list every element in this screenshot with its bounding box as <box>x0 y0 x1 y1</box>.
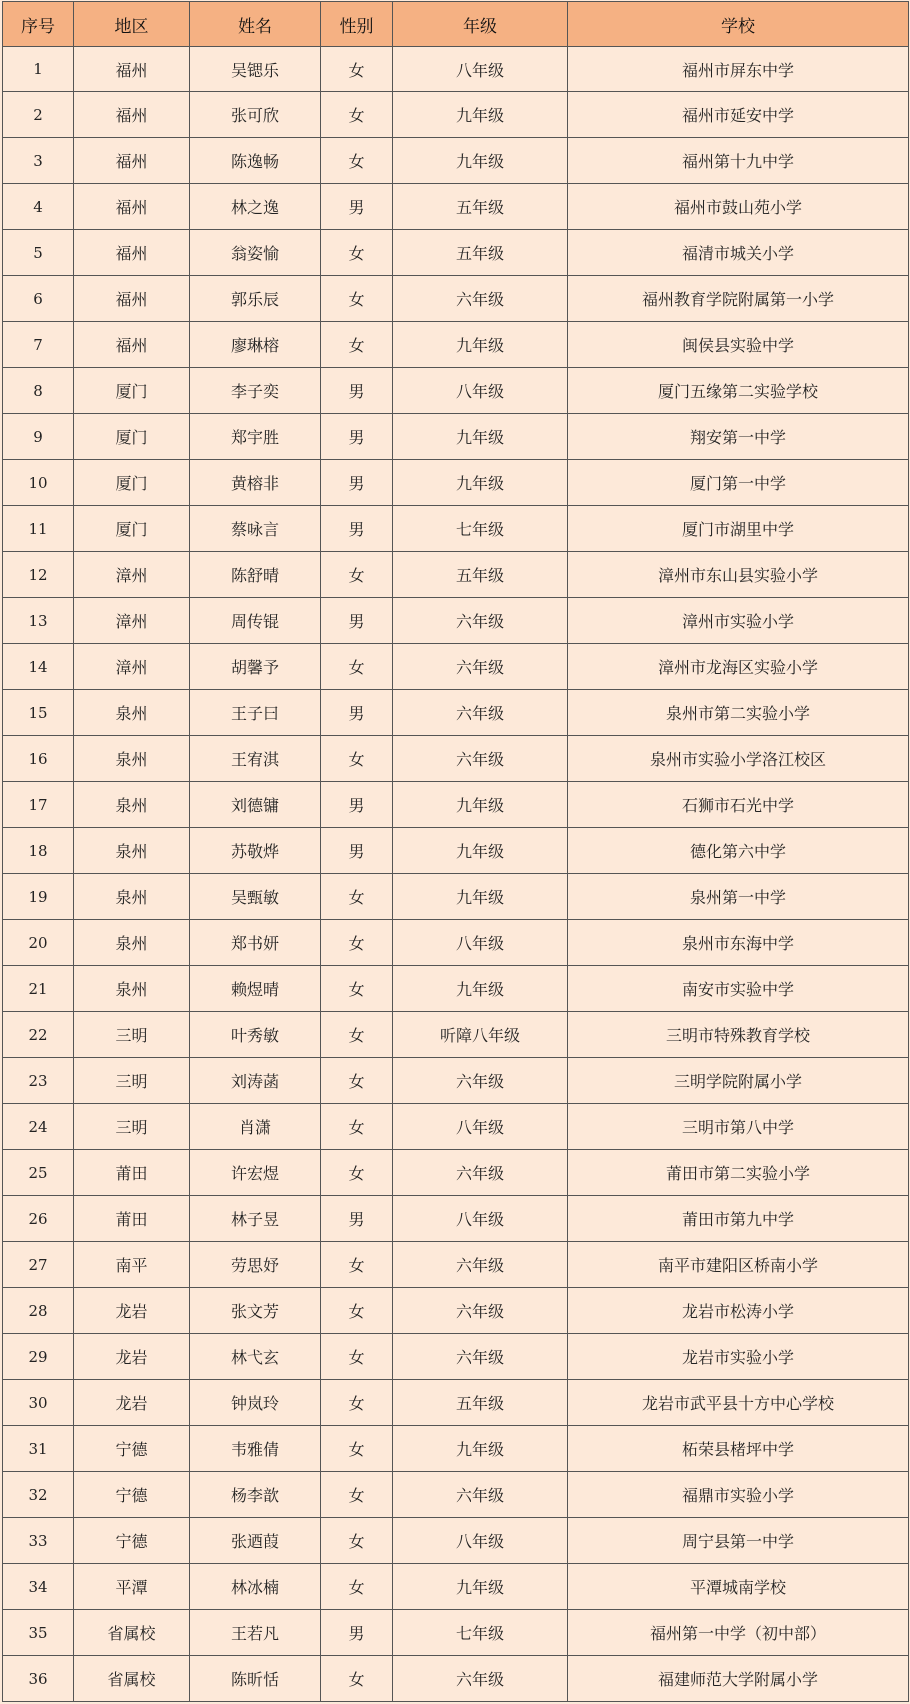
cell-index: 15 <box>3 690 74 736</box>
cell-region: 泉州 <box>74 828 190 874</box>
cell-school: 泉州市实验小学洛江校区 <box>568 736 909 782</box>
table-row <box>3 138 909 184</box>
table-row <box>3 1426 909 1472</box>
cell-index: 16 <box>3 736 74 782</box>
cell-gender: 男 <box>321 598 393 644</box>
cell-gender: 女 <box>321 1472 393 1518</box>
cell-gender: 女 <box>321 1518 393 1564</box>
cell-grade: 九年级 <box>393 414 568 460</box>
cell-gender: 女 <box>321 1380 393 1426</box>
table-row <box>3 1380 909 1426</box>
cell-grade: 五年级 <box>393 552 568 598</box>
table-row <box>3 322 909 368</box>
cell-gender: 男 <box>321 414 393 460</box>
cell-grade: 六年级 <box>393 276 568 322</box>
table-row <box>3 1012 909 1058</box>
table-row <box>3 782 909 828</box>
cell-index: 6 <box>3 276 74 322</box>
table-row <box>3 1150 909 1196</box>
table-row <box>3 1242 909 1288</box>
cell-gender: 女 <box>321 644 393 690</box>
cell-grade: 六年级 <box>393 1334 568 1380</box>
cell-region: 漳州 <box>74 598 190 644</box>
cell-name: 陈舒晴 <box>190 552 321 598</box>
cell-index: 20 <box>3 920 74 966</box>
cell-grade: 六年级 <box>393 736 568 782</box>
table-row <box>3 1104 909 1150</box>
cell-name: 张迺葭 <box>190 1518 321 1564</box>
cell-name: 林冰楠 <box>190 1564 321 1610</box>
cell-grade: 五年级 <box>393 230 568 276</box>
cell-school: 福州市鼓山苑小学 <box>568 184 909 230</box>
cell-name: 肖潇 <box>190 1104 321 1150</box>
cell-region: 福州 <box>74 230 190 276</box>
cell-school: 厦门五缘第二实验学校 <box>568 368 909 414</box>
cell-gender: 女 <box>321 874 393 920</box>
cell-name: 林子昱 <box>190 1196 321 1242</box>
cell-name: 翁姿愉 <box>190 230 321 276</box>
cell-region: 莆田 <box>74 1196 190 1242</box>
cell-index: 2 <box>3 92 74 138</box>
table-row <box>3 276 909 322</box>
cell-school: 莆田市第九中学 <box>568 1196 909 1242</box>
cell-name: 苏敬烨 <box>190 828 321 874</box>
table-row <box>3 1564 909 1610</box>
cell-school: 南平市建阳区桥南小学 <box>568 1242 909 1288</box>
cell-school: 翔安第一中学 <box>568 414 909 460</box>
table-row <box>3 874 909 920</box>
cell-grade: 六年级 <box>393 1288 568 1334</box>
cell-region: 漳州 <box>74 552 190 598</box>
cell-index: 30 <box>3 1380 74 1426</box>
cell-region: 泉州 <box>74 736 190 782</box>
cell-index: 4 <box>3 184 74 230</box>
table-row <box>3 1610 909 1656</box>
cell-index: 22 <box>3 1012 74 1058</box>
cell-gender: 女 <box>321 1058 393 1104</box>
table-row <box>3 552 909 598</box>
cell-name: 林之逸 <box>190 184 321 230</box>
header-grade: 年级 <box>393 2 568 47</box>
cell-name: 吴甄敏 <box>190 874 321 920</box>
cell-region: 龙岩 <box>74 1334 190 1380</box>
table-row <box>3 1196 909 1242</box>
cell-gender: 女 <box>321 1150 393 1196</box>
cell-grade: 九年级 <box>393 874 568 920</box>
cell-region: 三明 <box>74 1058 190 1104</box>
cell-index: 28 <box>3 1288 74 1334</box>
cell-grade: 七年级 <box>393 1610 568 1656</box>
table-row <box>3 1288 909 1334</box>
students-table <box>2 1 909 1702</box>
cell-grade: 七年级 <box>393 506 568 552</box>
table-row <box>3 92 909 138</box>
cell-index: 19 <box>3 874 74 920</box>
cell-gender: 女 <box>321 1564 393 1610</box>
cell-school: 三明市特殊教育学校 <box>568 1012 909 1058</box>
table-row <box>3 920 909 966</box>
cell-school: 平潭城南学校 <box>568 1564 909 1610</box>
cell-gender: 男 <box>321 368 393 414</box>
cell-name: 李子奕 <box>190 368 321 414</box>
cell-gender: 女 <box>321 1104 393 1150</box>
cell-name: 王若凡 <box>190 1610 321 1656</box>
cell-school: 南安市实验中学 <box>568 966 909 1012</box>
cell-school: 福清市城关小学 <box>568 230 909 276</box>
cell-index: 24 <box>3 1104 74 1150</box>
cell-gender: 男 <box>321 690 393 736</box>
cell-region: 泉州 <box>74 874 190 920</box>
table-row <box>3 828 909 874</box>
cell-name: 王子曰 <box>190 690 321 736</box>
cell-grade: 九年级 <box>393 966 568 1012</box>
cell-gender: 女 <box>321 322 393 368</box>
cell-region: 泉州 <box>74 920 190 966</box>
cell-name: 吴锶乐 <box>190 47 321 92</box>
cell-grade: 六年级 <box>393 1058 568 1104</box>
cell-grade: 九年级 <box>393 1426 568 1472</box>
table-row <box>3 1334 909 1380</box>
table-row <box>3 460 909 506</box>
cell-gender: 女 <box>321 138 393 184</box>
cell-school: 德化第六中学 <box>568 828 909 874</box>
cell-gender: 女 <box>321 1656 393 1702</box>
cell-region: 泉州 <box>74 690 190 736</box>
table-row <box>3 414 909 460</box>
cell-region: 三明 <box>74 1104 190 1150</box>
cell-index: 1 <box>3 47 74 92</box>
cell-gender: 女 <box>321 92 393 138</box>
cell-name: 郑宇胜 <box>190 414 321 460</box>
cell-region: 福州 <box>74 92 190 138</box>
cell-grade: 九年级 <box>393 138 568 184</box>
table-row <box>3 1058 909 1104</box>
cell-school: 石狮市石光中学 <box>568 782 909 828</box>
cell-gender: 女 <box>321 552 393 598</box>
cell-region: 厦门 <box>74 460 190 506</box>
table-row <box>3 598 909 644</box>
cell-grade: 九年级 <box>393 322 568 368</box>
cell-region: 厦门 <box>74 368 190 414</box>
cell-region: 南平 <box>74 1242 190 1288</box>
cell-grade: 八年级 <box>393 1196 568 1242</box>
cell-name: 王宥淇 <box>190 736 321 782</box>
cell-grade: 九年级 <box>393 460 568 506</box>
cell-school: 厦门市湖里中学 <box>568 506 909 552</box>
cell-grade: 八年级 <box>393 1518 568 1564</box>
cell-grade: 六年级 <box>393 690 568 736</box>
cell-index: 10 <box>3 460 74 506</box>
table-header <box>3 2 909 47</box>
cell-school: 福州市屏东中学 <box>568 47 909 92</box>
header-row <box>3 2 909 47</box>
cell-school: 福州第十九中学 <box>568 138 909 184</box>
cell-region: 福州 <box>74 276 190 322</box>
cell-region: 泉州 <box>74 782 190 828</box>
table-row <box>3 47 909 92</box>
cell-gender: 男 <box>321 828 393 874</box>
cell-index: 12 <box>3 552 74 598</box>
cell-school: 三明市第八中学 <box>568 1104 909 1150</box>
cell-school: 泉州市第二实验小学 <box>568 690 909 736</box>
cell-name: 许宏煜 <box>190 1150 321 1196</box>
cell-school: 福州教育学院附属第一小学 <box>568 276 909 322</box>
cell-region: 龙岩 <box>74 1380 190 1426</box>
cell-grade: 六年级 <box>393 1150 568 1196</box>
cell-grade: 六年级 <box>393 1656 568 1702</box>
cell-index: 23 <box>3 1058 74 1104</box>
table-row <box>3 690 909 736</box>
cell-grade: 九年级 <box>393 782 568 828</box>
cell-gender: 女 <box>321 920 393 966</box>
cell-index: 29 <box>3 1334 74 1380</box>
cell-region: 漳州 <box>74 644 190 690</box>
cell-name: 周传锟 <box>190 598 321 644</box>
header-name: 姓名 <box>190 2 321 47</box>
cell-name: 蔡咏言 <box>190 506 321 552</box>
cell-region: 三明 <box>74 1012 190 1058</box>
cell-name: 赖煜晴 <box>190 966 321 1012</box>
cell-index: 31 <box>3 1426 74 1472</box>
cell-gender: 男 <box>321 460 393 506</box>
cell-school: 闽侯县实验中学 <box>568 322 909 368</box>
cell-school: 福州第一中学（初中部） <box>568 1610 909 1656</box>
cell-index: 17 <box>3 782 74 828</box>
cell-school: 福鼎市实验小学 <box>568 1472 909 1518</box>
cell-school: 漳州市龙海区实验小学 <box>568 644 909 690</box>
table-body <box>3 47 909 1702</box>
header-index: 序号 <box>3 2 74 47</box>
cell-name: 刘德镛 <box>190 782 321 828</box>
cell-grade: 九年级 <box>393 1564 568 1610</box>
cell-region: 宁德 <box>74 1518 190 1564</box>
cell-school: 莆田市第二实验小学 <box>568 1150 909 1196</box>
cell-grade: 听障八年级 <box>393 1012 568 1058</box>
cell-name: 陈逸畅 <box>190 138 321 184</box>
cell-region: 厦门 <box>74 506 190 552</box>
cell-index: 11 <box>3 506 74 552</box>
cell-name: 胡馨予 <box>190 644 321 690</box>
cell-grade: 八年级 <box>393 47 568 92</box>
cell-name: 刘涛菡 <box>190 1058 321 1104</box>
table-row <box>3 1472 909 1518</box>
cell-gender: 女 <box>321 1012 393 1058</box>
table-row <box>3 644 909 690</box>
cell-region: 平潭 <box>74 1564 190 1610</box>
cell-grade: 八年级 <box>393 368 568 414</box>
cell-index: 27 <box>3 1242 74 1288</box>
cell-name: 叶秀敏 <box>190 1012 321 1058</box>
cell-index: 14 <box>3 644 74 690</box>
cell-index: 9 <box>3 414 74 460</box>
cell-school: 福州市延安中学 <box>568 92 909 138</box>
cell-grade: 八年级 <box>393 1104 568 1150</box>
cell-index: 32 <box>3 1472 74 1518</box>
cell-index: 3 <box>3 138 74 184</box>
cell-region: 省属校 <box>74 1610 190 1656</box>
cell-grade: 六年级 <box>393 598 568 644</box>
table-row <box>3 736 909 782</box>
cell-index: 8 <box>3 368 74 414</box>
cell-gender: 男 <box>321 1610 393 1656</box>
cell-school: 漳州市实验小学 <box>568 598 909 644</box>
cell-grade: 五年级 <box>393 184 568 230</box>
cell-school: 厦门第一中学 <box>568 460 909 506</box>
cell-index: 34 <box>3 1564 74 1610</box>
cell-gender: 女 <box>321 276 393 322</box>
cell-grade: 九年级 <box>393 92 568 138</box>
cell-index: 35 <box>3 1610 74 1656</box>
cell-grade: 六年级 <box>393 1472 568 1518</box>
cell-name: 郭乐辰 <box>190 276 321 322</box>
table-row <box>3 184 909 230</box>
cell-region: 省属校 <box>74 1656 190 1702</box>
cell-name: 张可欣 <box>190 92 321 138</box>
cell-index: 5 <box>3 230 74 276</box>
cell-school: 漳州市东山县实验小学 <box>568 552 909 598</box>
cell-gender: 女 <box>321 1426 393 1472</box>
cell-school: 福建师范大学附属小学 <box>568 1656 909 1702</box>
cell-index: 18 <box>3 828 74 874</box>
cell-name: 黄榕非 <box>190 460 321 506</box>
cell-region: 福州 <box>74 322 190 368</box>
cell-region: 厦门 <box>74 414 190 460</box>
cell-grade: 八年级 <box>393 920 568 966</box>
cell-gender: 女 <box>321 1334 393 1380</box>
cell-index: 25 <box>3 1150 74 1196</box>
table-row <box>3 368 909 414</box>
table-row <box>3 1518 909 1564</box>
cell-name: 劳思妤 <box>190 1242 321 1288</box>
cell-name: 钟岚玲 <box>190 1380 321 1426</box>
cell-gender: 女 <box>321 230 393 276</box>
cell-gender: 男 <box>321 184 393 230</box>
cell-gender: 女 <box>321 47 393 92</box>
cell-name: 林弋玄 <box>190 1334 321 1380</box>
cell-region: 福州 <box>74 47 190 92</box>
cell-school: 龙岩市实验小学 <box>568 1334 909 1380</box>
cell-gender: 女 <box>321 736 393 782</box>
cell-region: 龙岩 <box>74 1288 190 1334</box>
cell-index: 33 <box>3 1518 74 1564</box>
cell-gender: 男 <box>321 782 393 828</box>
header-gender: 性别 <box>321 2 393 47</box>
cell-school: 周宁县第一中学 <box>568 1518 909 1564</box>
cell-gender: 女 <box>321 1242 393 1288</box>
cell-grade: 六年级 <box>393 644 568 690</box>
cell-school: 柘荣县楮坪中学 <box>568 1426 909 1472</box>
cell-gender: 男 <box>321 1196 393 1242</box>
cell-grade: 五年级 <box>393 1380 568 1426</box>
cell-school: 三明学院附属小学 <box>568 1058 909 1104</box>
cell-index: 26 <box>3 1196 74 1242</box>
table-row <box>3 506 909 552</box>
cell-name: 张文芳 <box>190 1288 321 1334</box>
cell-index: 36 <box>3 1656 74 1702</box>
header-region: 地区 <box>74 2 190 47</box>
cell-gender: 女 <box>321 1288 393 1334</box>
table-row <box>3 230 909 276</box>
cell-region: 宁德 <box>74 1472 190 1518</box>
cell-region: 宁德 <box>74 1426 190 1472</box>
cell-name: 韦雅倩 <box>190 1426 321 1472</box>
cell-school: 龙岩市武平县十方中心学校 <box>568 1380 909 1426</box>
cell-name: 郑书妍 <box>190 920 321 966</box>
cell-grade: 九年级 <box>393 828 568 874</box>
cell-gender: 女 <box>321 966 393 1012</box>
cell-region: 泉州 <box>74 966 190 1012</box>
cell-region: 莆田 <box>74 1150 190 1196</box>
cell-school: 泉州第一中学 <box>568 874 909 920</box>
table-row <box>3 1656 909 1702</box>
cell-school: 龙岩市松涛小学 <box>568 1288 909 1334</box>
header-school: 学校 <box>568 2 909 47</box>
cell-index: 21 <box>3 966 74 1012</box>
cell-name: 杨李歆 <box>190 1472 321 1518</box>
cell-index: 7 <box>3 322 74 368</box>
cell-name: 廖琳榕 <box>190 322 321 368</box>
table-row <box>3 966 909 1012</box>
cell-grade: 六年级 <box>393 1242 568 1288</box>
cell-index: 13 <box>3 598 74 644</box>
cell-gender: 男 <box>321 506 393 552</box>
cell-school: 泉州市东海中学 <box>568 920 909 966</box>
cell-region: 福州 <box>74 184 190 230</box>
cell-name: 陈昕恬 <box>190 1656 321 1702</box>
cell-region: 福州 <box>74 138 190 184</box>
